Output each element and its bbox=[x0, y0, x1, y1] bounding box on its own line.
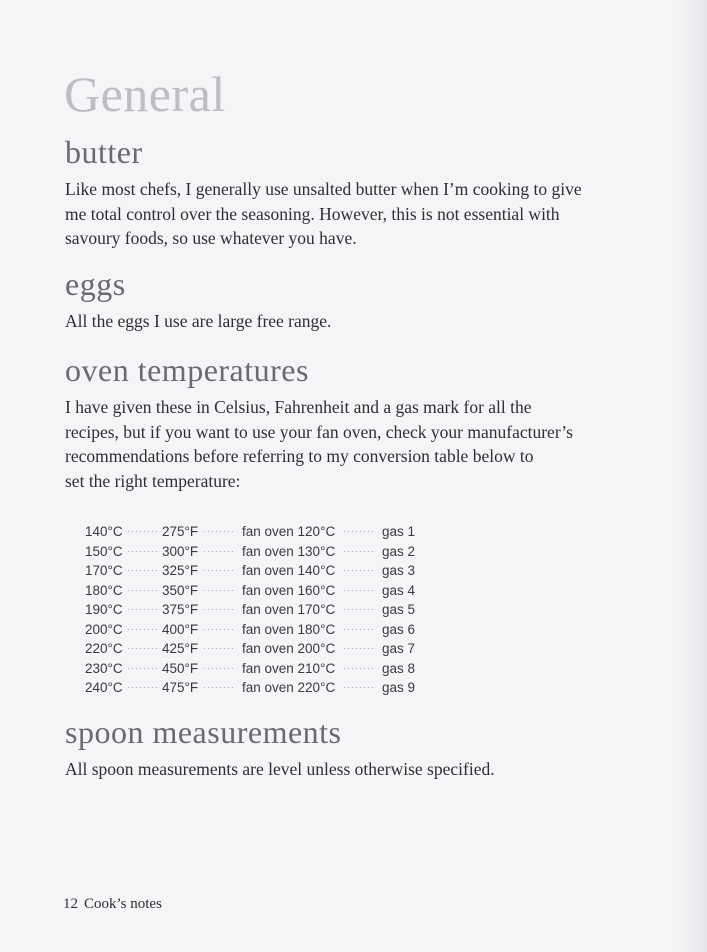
gas-mark-cell: gas 4 bbox=[382, 582, 416, 598]
dot-leader: ········ bbox=[127, 526, 159, 536]
dot-leader: ········ bbox=[203, 565, 235, 575]
dot-leader: ········ bbox=[343, 643, 375, 653]
dot-leader: ········ bbox=[203, 662, 235, 673]
dot-leader: ········ bbox=[343, 545, 375, 556]
gas-mark-cell: gas 3 bbox=[382, 563, 416, 578]
fahrenheit-cell: 325°F bbox=[162, 563, 199, 578]
fan-oven-cell: fan oven 130°C bbox=[242, 543, 336, 559]
fahrenheit-cell: 375°F bbox=[162, 602, 199, 617]
table-row bbox=[85, 678, 425, 698]
section-heading-oven-temperatures: oven temperatures bbox=[65, 352, 309, 388]
temperature-conversion-table bbox=[85, 522, 425, 698]
dot-leader: ········ bbox=[127, 565, 159, 575]
section-heading-eggs: eggs bbox=[65, 266, 126, 302]
fahrenheit-cell: 300°F bbox=[162, 543, 199, 559]
dot-leader: ········ bbox=[203, 604, 235, 614]
fahrenheit-cell: 350°F bbox=[162, 582, 199, 598]
dot-leader: ········ bbox=[343, 604, 375, 614]
dot-leader: ········ bbox=[203, 584, 235, 595]
fan-oven-cell: fan oven 120°C bbox=[242, 524, 336, 539]
fahrenheit-cell: 400°F bbox=[162, 621, 199, 637]
dot-leader: ········ bbox=[203, 545, 235, 556]
gas-mark-cell: gas 9 bbox=[382, 680, 416, 695]
dot-leader: ········ bbox=[343, 662, 375, 673]
paragraph-line: me total control over the seasoning. However, this is not essential with bbox=[65, 203, 560, 224]
fahrenheit-cell: 275°F bbox=[162, 524, 199, 539]
dot-leader: ········ bbox=[203, 623, 235, 634]
paragraph-oven-temperatures bbox=[65, 395, 573, 493]
paragraph-line: recommendations before referring to my conversion table below to bbox=[65, 446, 534, 466]
celsius-cell: 150°C bbox=[85, 543, 123, 559]
fan-oven-cell: fan oven 160°C bbox=[242, 582, 336, 598]
fan-oven-cell: fan oven 220°C bbox=[242, 680, 336, 695]
page-number: 12 bbox=[63, 896, 78, 912]
page-footer bbox=[63, 896, 162, 913]
dot-leader: ········ bbox=[343, 682, 375, 692]
celsius-cell: 140°C bbox=[85, 524, 123, 539]
dot-leader: ········ bbox=[127, 623, 159, 634]
table-row bbox=[85, 542, 425, 562]
fan-oven-cell: fan oven 170°C bbox=[242, 602, 336, 617]
fahrenheit-cell: 425°F bbox=[162, 641, 199, 656]
dot-leader: ········ bbox=[203, 526, 235, 536]
dot-leader: ········ bbox=[343, 565, 375, 575]
paragraph-eggs bbox=[65, 309, 331, 334]
dot-leader: ········ bbox=[203, 682, 235, 692]
page-title: General bbox=[64, 66, 226, 122]
fan-oven-cell: fan oven 180°C bbox=[242, 621, 336, 637]
section-heading-spoon-measurements: spoon measurements bbox=[65, 714, 342, 750]
gas-mark-cell: gas 6 bbox=[382, 621, 416, 637]
dot-leader: ········ bbox=[127, 604, 159, 614]
paragraph-line: recipes, but if you want to use your fan oven, check your manufacturer’s bbox=[65, 421, 573, 442]
dot-leader: ········ bbox=[127, 584, 159, 595]
paragraph-butter bbox=[65, 177, 582, 251]
celsius-cell: 230°C bbox=[85, 660, 123, 676]
fan-oven-cell: fan oven 200°C bbox=[242, 641, 336, 656]
dot-leader: ········ bbox=[127, 662, 159, 673]
fahrenheit-cell: 450°F bbox=[162, 660, 199, 676]
celsius-cell: 200°C bbox=[85, 621, 123, 637]
celsius-cell: 170°C bbox=[85, 563, 123, 578]
paragraph-line: All the eggs I use are large free range. bbox=[65, 311, 332, 331]
paragraph-line: savoury foods, so use whatever you have. bbox=[65, 228, 357, 248]
footer-section-name: Cook’s notes bbox=[84, 896, 162, 912]
paragraph-line: All spoon measurements are level unless otherwise specified. bbox=[65, 759, 495, 779]
paragraph-spoon-measurements bbox=[65, 757, 495, 782]
gas-mark-cell: gas 8 bbox=[382, 660, 416, 676]
paragraph-line: I have given these in Celsius, Fahrenheit and a gas mark for all the bbox=[65, 397, 532, 417]
table-row bbox=[85, 561, 425, 581]
table-row bbox=[85, 522, 425, 542]
celsius-cell: 220°C bbox=[85, 641, 123, 656]
paragraph-line: Like most chefs, I generally use unsalted butter when I’m cooking to give bbox=[65, 179, 582, 199]
celsius-cell: 240°C bbox=[85, 680, 123, 695]
fan-oven-cell: fan oven 210°C bbox=[242, 660, 336, 676]
celsius-cell: 180°C bbox=[85, 582, 123, 598]
fahrenheit-cell: 475°F bbox=[162, 680, 199, 695]
dot-leader: ········ bbox=[343, 584, 375, 595]
table-row bbox=[85, 639, 425, 659]
table-row bbox=[85, 620, 425, 640]
gas-mark-cell: gas 7 bbox=[382, 641, 416, 656]
table-row bbox=[85, 659, 425, 679]
celsius-cell: 190°C bbox=[85, 602, 123, 617]
dot-leader: ········ bbox=[203, 643, 235, 653]
fan-oven-cell: fan oven 140°C bbox=[242, 563, 336, 578]
gas-mark-cell: gas 1 bbox=[382, 524, 416, 539]
dot-leader: ········ bbox=[343, 526, 375, 536]
section-heading-butter: butter bbox=[65, 134, 143, 170]
dot-leader: ········ bbox=[343, 623, 375, 634]
table-row bbox=[85, 600, 425, 620]
gas-mark-cell: gas 5 bbox=[382, 602, 416, 617]
table-row bbox=[85, 581, 425, 601]
page-edge-shadow bbox=[677, 0, 707, 952]
dot-leader: ········ bbox=[127, 545, 159, 556]
dot-leader: ········ bbox=[127, 643, 159, 653]
paragraph-line: set the right temperature: bbox=[65, 470, 241, 491]
gas-mark-cell: gas 2 bbox=[382, 543, 416, 559]
dot-leader: ········ bbox=[127, 682, 159, 692]
